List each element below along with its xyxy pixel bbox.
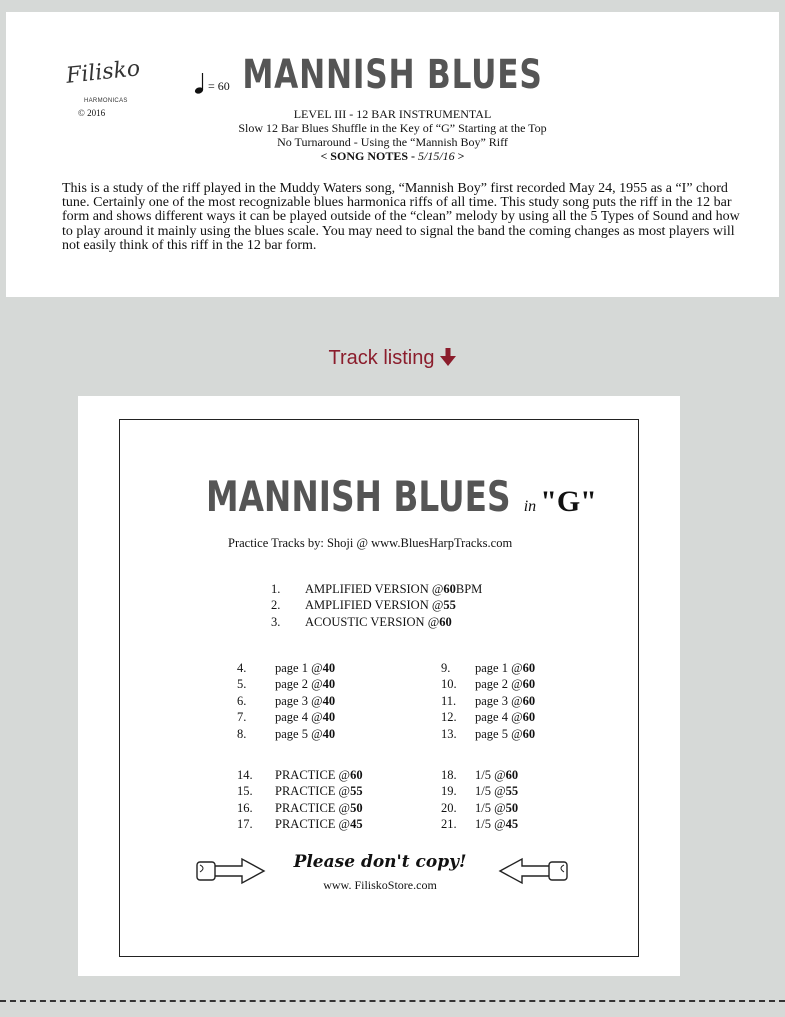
track-row — [237, 709, 335, 725]
track-number: 2. — [271, 598, 281, 613]
song-info — [6, 107, 779, 163]
track-number: 21. — [441, 817, 457, 832]
card-title — [120, 472, 640, 521]
track-bpm: 40 — [322, 726, 336, 741]
filisko-signature: Filisko — [64, 56, 142, 89]
track-bpm: 60 — [522, 693, 536, 708]
track-number: 14. — [237, 768, 253, 782]
track-label: page 4 @ — [475, 710, 523, 725]
track-number: 20. — [441, 800, 457, 815]
song-notes-line — [6, 149, 779, 163]
track-row — [441, 676, 535, 692]
pages-40-list — [237, 660, 335, 742]
track-bpm: 55 — [505, 784, 519, 799]
track-bpm: 50 — [350, 800, 363, 815]
arrow-down-icon — [440, 348, 456, 366]
track-row — [237, 676, 335, 692]
description: This is a study of the riff played in the Muddy Waters song, “Mannish Boy” first recorded May 24, 1955 as a “I” chord tune. Certainly one of the most recognizable blues harmonica riffs of all time. This study song puts the riff in the 12 bar form and shows different ways it can be played outside of the “clean” melody by using all the 5 Types of Sound and how to play around it mainly using the blues scale. You may need to signal the band the coming changes as most players will not easily think of this riff in the 12 bar form. — [62, 181, 740, 253]
track-listing-image — [78, 396, 680, 976]
track-bpm: 45 — [505, 817, 519, 832]
track-label: page 3 @ — [475, 693, 523, 708]
track-listing-frame — [119, 419, 639, 957]
track-row — [441, 660, 535, 676]
track-number: 12. — [441, 710, 457, 725]
track-row — [271, 581, 482, 597]
track-row — [441, 709, 535, 725]
track-bpm: 60 — [522, 726, 536, 741]
pages-60-list — [441, 660, 535, 742]
track-label: page 2 @ — [475, 677, 523, 692]
track-bpm: 60 — [505, 768, 519, 782]
track-label: PRACTICE @ — [275, 800, 351, 815]
track-row — [271, 614, 482, 630]
track-row — [237, 783, 363, 799]
track-label: PRACTICE @ — [275, 784, 351, 799]
track-listing-heading — [0, 347, 785, 372]
track-label: ACOUSTIC VERSION @ — [305, 614, 440, 629]
track-bpm: 60 — [522, 710, 536, 725]
track-label: 1/5 @ — [475, 784, 506, 799]
practice-list — [237, 767, 363, 833]
track-row — [441, 783, 518, 799]
signature-subtitle: HARMONICAS — [84, 98, 128, 104]
card-title-text: MANNISH BLUES — [206, 472, 511, 521]
track-label: page 5 @ — [475, 726, 523, 741]
track-row — [441, 767, 518, 783]
copyright: © 2016 — [78, 108, 106, 118]
notes-date: 5/15/16 — [418, 149, 455, 163]
track-label: PRACTICE @ — [275, 768, 351, 782]
style-line: Slow 12 Bar Blues Shuffle in the Key of “G” Starting at the Top — [238, 121, 547, 135]
track-suffix: BPM — [455, 582, 483, 596]
track-number: 1. — [271, 582, 281, 596]
track-number: 7. — [237, 710, 247, 725]
page-title: MANNISH BLUES — [242, 52, 543, 98]
track-label: PRACTICE @ — [275, 817, 351, 832]
track-label: 1/5 @ — [475, 817, 506, 832]
track-bpm: 40 — [322, 710, 336, 725]
track-bpm: 40 — [322, 677, 336, 692]
track-number: 10. — [441, 677, 457, 692]
track-bpm: 55 — [443, 598, 456, 613]
practice-tracks-credit: Practice Tracks by: Shoji @ www.BluesHarpTracks.com — [228, 536, 513, 550]
track-listing-label: Track listing — [328, 347, 435, 369]
track-number: 6. — [237, 693, 247, 708]
versions-list — [271, 581, 482, 630]
track-row — [237, 726, 335, 742]
one-five-list — [441, 767, 518, 833]
track-row — [237, 660, 335, 676]
track-number: 13. — [441, 726, 457, 741]
track-bpm: 60 — [443, 582, 456, 596]
dashed-divider — [0, 1000, 785, 1002]
track-bpm: 60 — [350, 768, 363, 782]
track-bpm: 60 — [522, 661, 536, 675]
track-number: 5. — [237, 677, 247, 692]
track-row — [237, 800, 363, 816]
track-row — [237, 816, 363, 832]
track-row — [441, 726, 535, 742]
track-row — [237, 767, 363, 783]
please-dont-copy-text: Please don't copy! — [293, 852, 467, 872]
track-row — [441, 693, 535, 709]
track-bpm: 60 — [522, 677, 536, 692]
track-label: 1/5 @ — [475, 800, 506, 815]
notes-end: > — [457, 149, 465, 163]
track-bpm: 55 — [350, 784, 363, 799]
track-row — [237, 693, 335, 709]
track-row — [441, 816, 518, 832]
track-row — [441, 800, 518, 816]
card-title-key: "G" — [540, 485, 597, 518]
track-number: 18. — [441, 768, 457, 782]
please-dont-copy — [120, 852, 640, 872]
track-label: AMPLIFIED VERSION @ — [305, 598, 444, 613]
track-number: 3. — [271, 614, 281, 629]
track-bpm: 40 — [322, 693, 336, 708]
track-label: page 3 @ — [275, 693, 323, 708]
track-number: 11. — [441, 693, 457, 708]
track-row — [271, 597, 482, 613]
tempo-value: = 60 — [208, 79, 230, 93]
notes-label: < SONG NOTES - — [320, 149, 415, 163]
track-label: page 2 @ — [275, 677, 323, 692]
song-notes-card — [6, 12, 779, 297]
store-url: www. FiliskoStore.com — [323, 878, 437, 892]
track-number: 4. — [237, 661, 247, 675]
track-number: 19. — [441, 784, 457, 799]
track-label: page 1 @ — [475, 661, 523, 675]
track-bpm: 40 — [322, 661, 336, 675]
level-line: LEVEL III - 12 BAR INSTRUMENTAL — [293, 107, 492, 121]
track-bpm: 45 — [350, 817, 363, 832]
riff-line: No Turnaround - Using the “Mannish Boy” Riff — [277, 135, 508, 149]
track-number: 16. — [237, 800, 253, 815]
track-number: 15. — [237, 784, 253, 799]
track-label: page 4 @ — [275, 710, 323, 725]
track-bpm: 60 — [439, 614, 452, 629]
track-label: page 1 @ — [275, 661, 323, 675]
track-bpm: 50 — [505, 800, 519, 815]
card-title-in: in — [523, 498, 537, 515]
track-number: 9. — [441, 661, 451, 675]
track-label: AMPLIFIED VERSION @ — [305, 582, 444, 596]
track-number: 8. — [237, 726, 247, 741]
track-number: 17. — [237, 817, 253, 832]
track-label: 1/5 @ — [475, 768, 506, 782]
track-label: page 5 @ — [275, 726, 323, 741]
